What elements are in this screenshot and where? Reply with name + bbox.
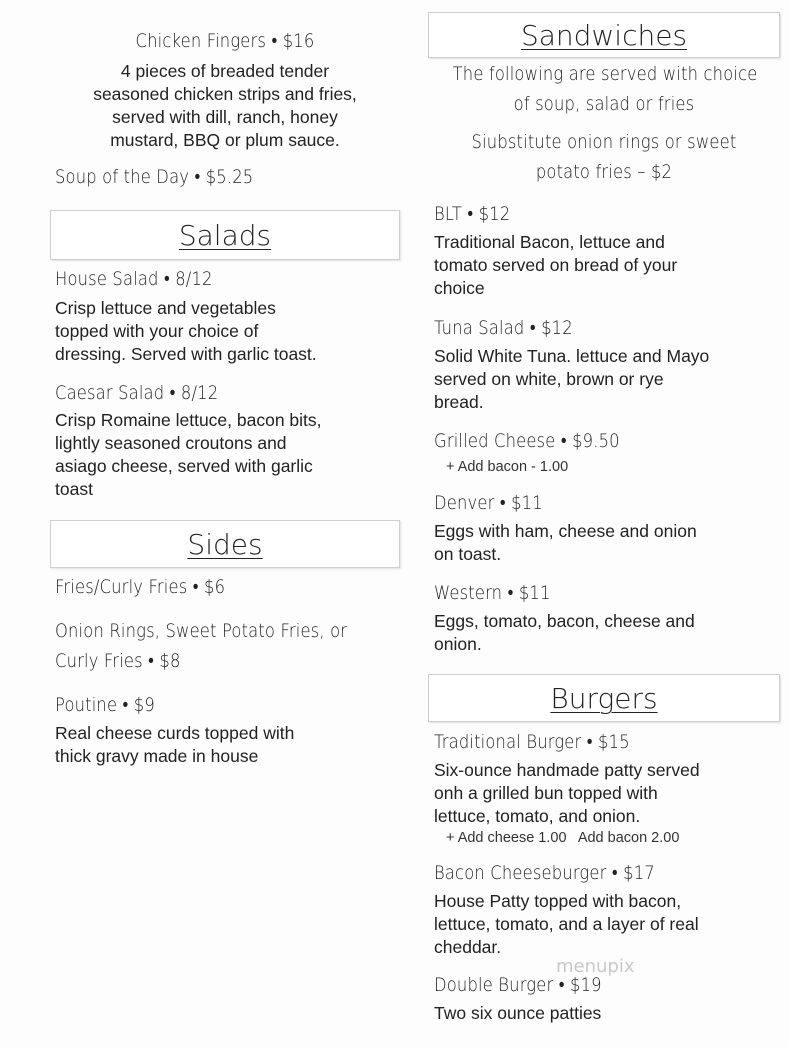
salads-heading-box (50, 210, 400, 260)
double-burger-title: Double Burger • $19 (434, 974, 602, 996)
desc-line: onion. (434, 634, 482, 654)
onion-rings-title-line-2: Curly Fries • $8 (55, 650, 181, 672)
traditional-burger-note: + Add cheese 1.00 Add bacon 2.00 (446, 830, 680, 846)
desc-line: served with dill, ranch, honey (112, 107, 338, 127)
desc-line: lettuce, tomato, and a layer of real (434, 914, 699, 934)
poutine-title: Poutine • $9 (55, 694, 155, 716)
desc-line: lettuce, tomato, and onion. (434, 806, 641, 826)
denver-title: Denver • $11 (434, 492, 543, 514)
desc-line: mustard, BBQ or plum sauce. (110, 130, 340, 150)
desc-line: onh a grilled bun topped with (434, 783, 658, 803)
desc-line: toast (55, 479, 93, 499)
desc-line: Two six ounce patties (434, 1003, 602, 1023)
double-burger-desc (434, 1002, 780, 1025)
desc-line: Six-ounce handmade patty served (434, 760, 700, 780)
traditional-burger-desc (434, 759, 780, 828)
desc-line: lightly seasoned croutons and (55, 433, 287, 453)
sides-heading: Sides (187, 527, 263, 561)
tuna-desc (434, 345, 780, 414)
desc-line: Traditional Bacon, lettuce and (434, 232, 665, 252)
desc-line: on toast. (434, 544, 502, 564)
sandwiches-heading: Sandwiches (520, 18, 688, 52)
chicken-fingers-desc (50, 60, 400, 152)
desc-line: Solid White Tuna. lettuce and Mayo (434, 346, 710, 366)
desc-line: House Patty topped with bacon, (434, 891, 682, 911)
tuna-title: Tuna Salad • $12 (434, 317, 573, 339)
chicken-fingers-title: Chicken Fingers • $16 (135, 30, 315, 52)
desc-line: Crisp lettuce and vegetables (55, 298, 276, 318)
desc-line: tomato served on bread of your (434, 255, 678, 275)
desc-line: seasoned chicken strips and fries, (93, 84, 357, 104)
caesar-salad-title: Caesar Salad • 8/12 (55, 382, 219, 404)
sides-heading-box (50, 520, 400, 568)
grilled-cheese-title: Grilled Cheese • $9.50 (434, 430, 620, 452)
sandwiches-intro-line-1: The following are served with choice (452, 63, 758, 85)
sandwiches-intro-line-2: of soup, salad or fries (513, 93, 695, 115)
desc-line: asiago cheese, served with garlic (55, 456, 313, 476)
substitute-line-1: Siubstitute onion rings or sweet (471, 131, 737, 153)
desc-line: bread. (434, 392, 484, 412)
blt-title: BLT • $12 (434, 203, 511, 225)
denver-desc (434, 520, 780, 566)
desc-line: 4 pieces of breaded tender (120, 61, 330, 81)
watermark-logo: menupix (556, 956, 635, 977)
fries-title: Fries/Curly Fries • $6 (55, 576, 226, 598)
desc-line: Crisp Romaine lettuce, bacon bits, (55, 410, 322, 430)
blt-desc (434, 231, 780, 300)
desc-line: Real cheese curds topped with (55, 723, 295, 743)
house-salad-title: House Salad • 8/12 (55, 268, 213, 290)
burgers-heading: Burgers (550, 681, 658, 715)
grilled-cheese-note: + Add bacon - 1.00 (446, 459, 569, 475)
desc-line: topped with your choice of (55, 321, 259, 341)
bacon-cheeseburger-title: Bacon Cheeseburger • $17 (434, 862, 655, 884)
substitute-line-2: potato fries – $2 (535, 161, 673, 183)
desc-line: thick gravy made in house (55, 746, 259, 766)
western-title: Western • $11 (434, 582, 551, 604)
desc-line: dressing. Served with garlic toast. (55, 344, 317, 364)
burgers-heading-box (428, 674, 780, 722)
poutine-desc (55, 722, 400, 768)
western-desc (434, 610, 780, 656)
desc-line: served on white, brown or rye (434, 369, 664, 389)
onion-rings-title-line-1: Onion Rings, Sweet Potato Fries, or (55, 620, 348, 642)
salads-heading: Salads (178, 218, 272, 252)
caesar-salad-desc (55, 409, 400, 501)
desc-line: choice (434, 278, 485, 298)
desc-line: Eggs with ham, cheese and onion (434, 521, 697, 541)
soup-title: Soup of the Day • $5.25 (55, 166, 254, 188)
desc-line: cheddar. (434, 937, 502, 957)
sandwiches-heading-box (428, 12, 780, 58)
house-salad-desc (55, 297, 400, 366)
traditional-burger-title: Traditional Burger • $15 (434, 731, 630, 753)
bacon-cheeseburger-desc (434, 890, 780, 959)
desc-line: Eggs, tomato, bacon, cheese and (434, 611, 695, 631)
